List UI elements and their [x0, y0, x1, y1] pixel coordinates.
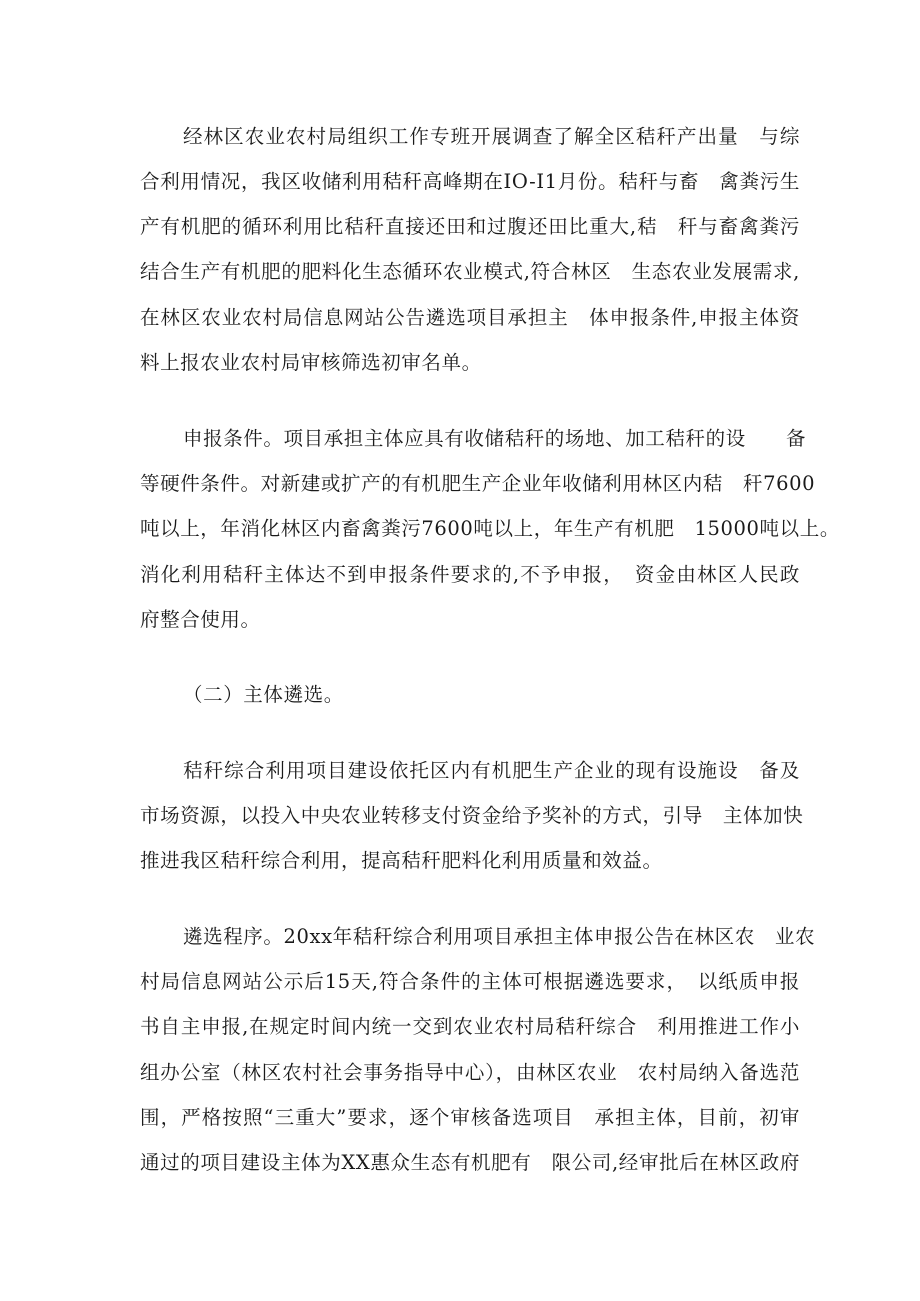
paragraph-4-line-3: 推进我区秸秆综合利用，提高秸秆肥料化利用质量和效益。: [140, 849, 663, 872]
section-heading: （二）主体遴选。: [183, 683, 344, 706]
paragraph-5-line-6: 通过的项目建设主体为XX惠众生态有机肥有 限公司,经审批后在林区政府: [140, 1151, 800, 1174]
paragraph-5-line-4: 组办公室（林区农村社会事务指导中心），由林区农业 农村局纳入备选范: [140, 1061, 800, 1084]
paragraph-5-line-5: 围，严格按照“三重大”要求，逐个审核备选项目 承担主体，目前，初审: [140, 1106, 800, 1129]
paragraph-5-line-1: 遴选程序。20xx年秸秆综合利用项目承担主体申报公告在林区农 业农: [183, 925, 816, 948]
paragraph-5-line-3: 书自主申报,在规定时间内统一交到农业农村局秸秆综合 利用推进工作小: [140, 1015, 800, 1038]
paragraph-2-line-2: 等硬件条件。对新建或扩产的有机肥生产企业年收储利用林区内秸 秆7600: [140, 472, 816, 495]
paragraph-4-line-1: 秸秆综合利用项目建设依托区内有机肥生产企业的现有设施设 备及: [183, 759, 800, 782]
paragraph-1-line-1: 经林区农业农村局组织工作专班开展调查了解全区秸秆产出量 与综: [183, 125, 800, 148]
paragraph-1-line-2: 合利用情况，我区收储利用秸秆高峰期在IO-I1月份。秸秆与畜 禽粪污生: [140, 170, 800, 193]
paragraph-2-line-4: 消化利用秸秆主体达不到申报条件要求的,不予申报， 资金由林区人民政: [140, 563, 800, 586]
paragraph-1-line-3: 产有机肥的循环利用比秸秆直接还田和过腹还田比重大,秸 秆与畜禽粪污: [140, 215, 800, 238]
paragraph-2-line-3: 吨以上，年消化林区内畜禽粪污7600吨以上，年生产有机肥 15000吨以上。: [140, 517, 840, 540]
paragraph-4-line-2: 市场资源，以投入中央农业转移支付资金给予奖补的方式，引导 主体加快: [140, 804, 804, 827]
paragraph-2-line-5: 府整合使用。: [140, 608, 261, 631]
paragraph-2-line-1: 申报条件。项目承担主体应具有收储秸秆的场地、加工秸秆的设 备: [183, 427, 807, 450]
paragraph-1-line-6: 料上报农业农村局审核筛选初审名单。: [140, 351, 482, 374]
paragraph-1-line-4: 结合生产有机肥的肥料化生态循环农业模式,符合林区 生态农业发展需求,: [140, 260, 800, 283]
paragraph-1-line-5: 在林区农业农村局信息网站公告遴选项目承担主 体申报条件,申报主体资: [140, 306, 800, 329]
paragraph-5-line-2: 村局信息网站公示后15天,符合条件的主体可根据遴选要求， 以纸质申报: [140, 970, 800, 993]
